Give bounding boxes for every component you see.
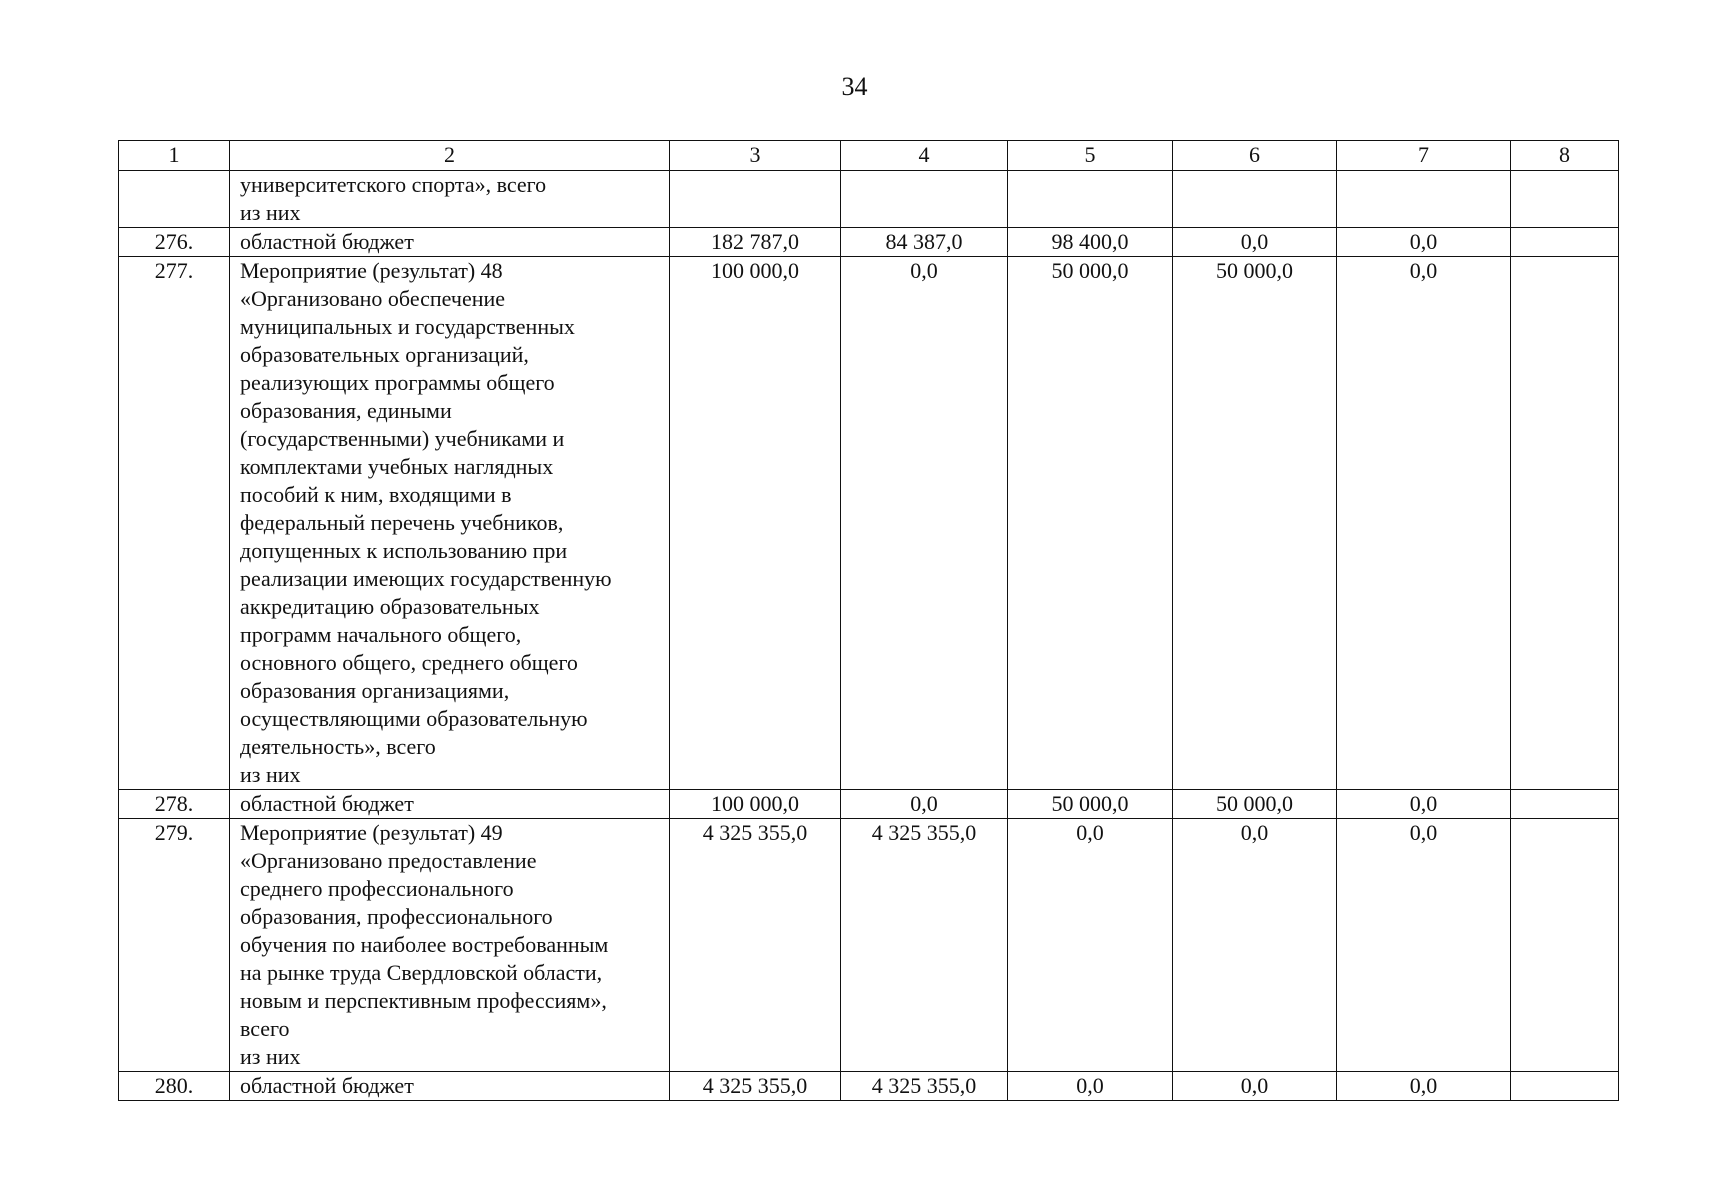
cell-col8 [1511, 257, 1619, 790]
cell-col3 [670, 171, 841, 228]
budget-table [118, 140, 1619, 1101]
header-row [119, 141, 1619, 171]
cell-col7: 0,0 [1337, 790, 1511, 819]
cell-col6: 50 000,0 [1173, 257, 1337, 790]
table-row [119, 1072, 1619, 1101]
row-description-text: Мероприятие (результат) 48 «Организовано обеспечение муниципальных и государственных образовательных организаций, реализующих программы общего образования, едиными (государственными) учебниками и комплектами учебных наглядных пособий к ним, входящими в федеральный перечень учебников, допущенных к использованию при реализации имеющих государственную аккредитацию образовательных программ начального общего, основного общего, среднего общего образования организациями, осуществляющими образовательную деятельность», всего из них [240, 258, 612, 787]
cell-col6: 0,0 [1173, 819, 1337, 1072]
cell-col3: 4 325 355,0 [670, 1072, 841, 1101]
row-description [230, 257, 670, 790]
cell-col6: 0,0 [1173, 228, 1337, 257]
cell-col7: 0,0 [1337, 257, 1511, 790]
cell-col7: 0,0 [1337, 819, 1511, 1072]
table-row [119, 790, 1619, 819]
row-description [230, 790, 670, 819]
cell-col6 [1173, 171, 1337, 228]
row-description-text: Мероприятие (результат) 49 «Организовано предоставление среднего профессионального образования, профессионального обучения по наиболее востребованным на рынке труда Свердловской области, новым и перспективным профессиям», всего из них [240, 820, 609, 1069]
row-description-text: университетского спорта», всего из них [240, 172, 547, 225]
cell-col7: 0,0 [1337, 228, 1511, 257]
column-header-7: 7 [1337, 141, 1511, 171]
cell-col6: 50 000,0 [1173, 790, 1337, 819]
cell-col3: 100 000,0 [670, 790, 841, 819]
row-description-text: областной бюджет [240, 791, 414, 816]
cell-col3: 100 000,0 [670, 257, 841, 790]
cell-col3: 4 325 355,0 [670, 819, 841, 1072]
page-number: 34 [841, 72, 868, 101]
cell-col5: 50 000,0 [1008, 790, 1173, 819]
cell-col7 [1337, 171, 1511, 228]
table-row [119, 171, 1619, 228]
cell-col5 [1008, 171, 1173, 228]
cell-col8 [1511, 790, 1619, 819]
cell-col4: 84 387,0 [841, 228, 1008, 257]
table-row [119, 257, 1619, 790]
row-description [230, 228, 670, 257]
cell-col5: 50 000,0 [1008, 257, 1173, 790]
cell-col5: 0,0 [1008, 819, 1173, 1072]
cell-col8 [1511, 1072, 1619, 1101]
cell-col8 [1511, 819, 1619, 1072]
row-number: 279. [119, 819, 230, 1072]
table-row [119, 819, 1619, 1072]
cell-col8 [1511, 228, 1619, 257]
cell-col3: 182 787,0 [670, 228, 841, 257]
column-header-2: 2 [230, 141, 670, 171]
cell-col6: 0,0 [1173, 1072, 1337, 1101]
cell-col4: 0,0 [841, 790, 1008, 819]
row-number [119, 171, 230, 228]
row-number: 277. [119, 257, 230, 790]
row-description [230, 171, 670, 228]
cell-col4: 4 325 355,0 [841, 1072, 1008, 1101]
cell-col4: 4 325 355,0 [841, 819, 1008, 1072]
row-description [230, 1072, 670, 1101]
cell-col5: 98 400,0 [1008, 228, 1173, 257]
column-header-6: 6 [1173, 141, 1337, 171]
row-number: 278. [119, 790, 230, 819]
row-description-text: областной бюджет [240, 229, 414, 254]
column-header-8: 8 [1511, 141, 1619, 171]
row-description [230, 819, 670, 1072]
row-number: 280. [119, 1072, 230, 1101]
cell-col4: 0,0 [841, 257, 1008, 790]
column-header-4: 4 [841, 141, 1008, 171]
table-row [119, 228, 1619, 257]
cell-col7: 0,0 [1337, 1072, 1511, 1101]
cell-col4 [841, 171, 1008, 228]
row-description-text: областной бюджет [240, 1073, 414, 1098]
column-header-3: 3 [670, 141, 841, 171]
column-header-1: 1 [119, 141, 230, 171]
column-header-5: 5 [1008, 141, 1173, 171]
row-number: 276. [119, 228, 230, 257]
cell-col5: 0,0 [1008, 1072, 1173, 1101]
cell-col8 [1511, 171, 1619, 228]
